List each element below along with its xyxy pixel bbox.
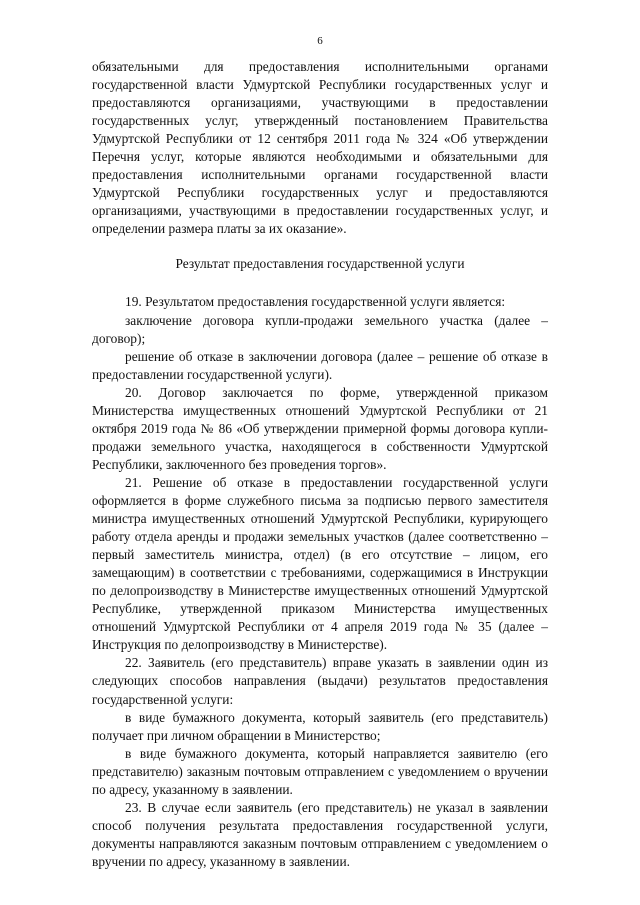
page-number: 6 xyxy=(317,35,323,47)
paragraph-20: 20. Договор заключается по форме, утвержденной приказом Министерства имущественных отношений Удмуртской Республики от 21 октября 2019 года № 86 «Об утверждении примерной формы договора купли-продажи земельного участка, находящегося в собственности Удмуртской Республики, заключенного без проведения торгов». xyxy=(92,384,548,472)
paragraph-23: 23. В случае если заявитель (его представитель) не указал в заявлении способ получения результата предоставления государственной услуги, документы направляются заказным почтовым отправлением с уведомлением о вручении по адресу, указанному в заявлении. xyxy=(92,799,548,869)
paragraph-22: 22. Заявитель (его представитель) вправе указать в заявлении один из следующих способов направления (выдачи) результатов предоставления государственной услуги: xyxy=(92,655,548,707)
paragraph-21: 21. Решение об отказе в предоставлении государственной услуги оформляется в форме служебного письма за подписью первого заместителя министра имущественных отношений Удмуртской Республики, курирующего работу отдела аренды и продажи земельных участков (далее соответственно – первый заместитель министра, отдел) (в его отсутствие – лицом, его замещающим) в соответствии с требованиями, содержащимися в Инструкции по делопроизводству в Министерстве имущественных отношений Удмуртской Республике, утвержденной приказом Министерства имущественных отношений Удмуртской Республики от 4 апреля 2019 года № 35 (далее – Инструкция по делопроизводству в Министерстве). xyxy=(92,474,548,653)
paragraph-22-item-mail: в виде бумажного документа, который направляется заявителю (его представителю) заказным почтовым отправлением с уведомлением о вручении по адресу, указанному в заявлении. xyxy=(92,745,548,797)
intro-paragraph: обязательными для предоставления исполнительными органами государственной власти Удмуртской Республики государственных услуг и предоставляются организациями, участвующими в предоставлении государственных услуг, утвержденный постановлением Правительства Удмуртской Республики от 12 сентября 2011 года № 324 «Об утверждении Перечня услуг, которые являются необходимыми и обязательными для предоставления исполнительными органами государственной власти Удмуртской Республики государственных услуг и предоставляются организациями, участвующими в предоставлении государственных услуг, и определении размера платы за их оказание». xyxy=(92,59,548,237)
section-heading: Результат предоставления государственной услуги xyxy=(175,256,465,272)
paragraph-19-item-contract: заключение договора купли-продажи земельного участка (далее – договор); xyxy=(92,312,548,346)
paragraph-19: 19. Результатом предоставления государственной услуги является: xyxy=(125,294,506,310)
paragraph-19-item-refusal: решение об отказе в заключении договора (далее – решение об отказе в предоставлении государственной услуги). xyxy=(92,348,548,382)
paragraph-22-item-personal: в виде бумажного документа, который заявитель (его представитель) получает при личном обращении в Министерство; xyxy=(92,709,548,743)
